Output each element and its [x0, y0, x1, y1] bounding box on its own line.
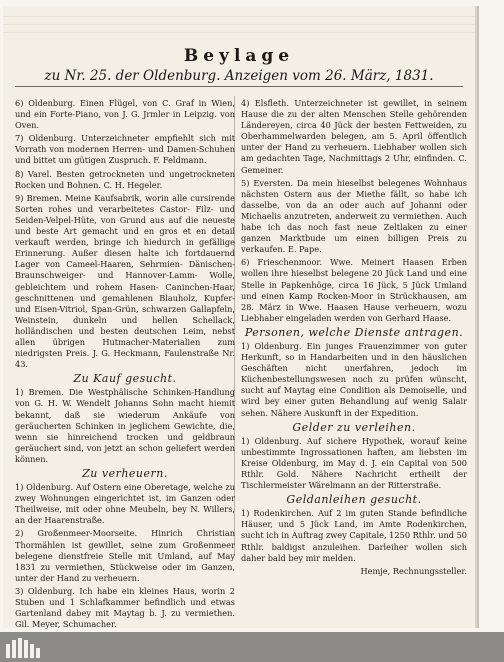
section-heading: Gelder zu verleihen.: [292, 420, 416, 434]
left-column: [15, 98, 235, 632]
list-item: 1) Bremen. Die Westphälische Schinken-Handlung von G. H. W. Wendelt Johanns Sohn macht hiemit bekannt, daß sie wiederum Ankäufe von geräucherten Schinken in jeglichem Gewichte, die, wenn sie hinreichend trocken und geldbraun geräuchert sind, von jetzt an schon geliefert werden können.: [15, 387, 235, 464]
section-heading: Zu verheuern.: [82, 467, 168, 480]
list-item: 5) Eversten. Da mein hieselbst belegenes Wohnhaus nächsten Ostern aus der Miethe fällt, so habe ich dasselbe, von da an oder auch auf Johanni oder Michaelis anzutreten, anderweit zu vermiethen. Auch habe ich das noch fast neue Zeltlaken zu einer ganzen Marktbude um einen billigen Preis zu verkaufen. E. Pape.: [241, 177, 467, 255]
list-item: 1) Rodenkirchen. Auf 2 im guten Stande befindliche Häuser, und 5 Jück Land, im Amte Rodenkirchen, sucht ich in Auftrag zwey Capitale, 1250 Rthlr. und 50 Rthlr. baldigst anzuleihen. Darleiher wollen sich daher bald bey mir melden.: [241, 508, 467, 563]
newspaper-page: [3, 6, 475, 628]
list-item: 6) Oldenburg. Einen Flügel, von C. Graf in Wien, und ein Forte-Piano, von J. G. Jrmler in Leipzig. von Oven.: [15, 98, 235, 131]
bleed-through-line: [3, 16, 475, 17]
list-item: 8) Varel. Besten getrockneten und ungetrockneten Rocken und Bohnen. C. H. Hegeler.: [15, 168, 235, 190]
section-heading: Zu Kauf gesucht.: [73, 372, 177, 386]
list-item: 1) Oldenburg. Auf sichere Hypothek, worauf keine unbestimmte Ingrossationen haften, am liebsten im Kreise Oldenburg, im May d. J. ein Capital von 500 Rthlr. Gold. Nähere Nachricht ertheilt der Tischlermeister Wärelmann an der Ritterstraße.: [241, 435, 467, 491]
signature: Hemje, Rechnungssteller.: [360, 565, 467, 576]
section-heading: Geldanleihen gesucht.: [286, 493, 422, 507]
page-subtitle: zu Nr. 25. der Oldenburg. Anzeigen vom 26. März, 1831.: [44, 68, 434, 84]
list-item: 6) Frieschenmoor. Wwe. Meinert Haasen Erben wollen ihre hieselbst belegene 20 Jück Land und eine Stelle in Papkenhöge, circa 16 Jück, 5 Jück Umland und einen Kamp Rocken-Moor in Strückhausen, am 28. März in Wwe. Haasen Hause verheuern, wozu Liebhaber eingeladen werden von Gerhard Haase.: [241, 257, 467, 323]
bleed-through-line: [3, 32, 475, 33]
page-title: Beylage: [183, 46, 295, 66]
bleed-through-line: [3, 24, 475, 25]
header-rule: [15, 86, 463, 87]
viewer-footer-bar: [0, 632, 504, 662]
list-item: 9) Bremen. Meine Kaufsabrik, worin alle cursirende Sorten rohes und verarbeitetes Castor- Filz- und Seiden-Velpel-Hüte, von Grund aus auf die neueste und beste Art gemacht und en gros et en detail verkauft werden, bringe ich hiedurch in gefällige Erinnerung. Außer diesen halte ich fortdauernd Lager von Cameel-Haaren, Sehrmien- Dänischen- Braunschweiger- und Hannover-Lamm- Wolle, gebleichtem und rohem Hasen- Caninchen-Haar, geschnittenen und gemahlenen Blauholz, Kupfer- und Eisen-Vitriol, Span-Grün, schwarzen Gallapfeln, Weinstein, dunkeln und hellen Schellack, holländischen und besten deutschen Leim, nebst allen übrigen Hutmacher-Materialien zum niedrigsten Preis. J. G. Heckmann, Faulenstraße Nr. 43.: [15, 192, 235, 370]
list-item: 1) Oldenburg. Auf Ostern eine Oberetage, welche zu zwey Wohnungen eingerichtet ist, im Ganzen oder Theilweise, mit oder ohne Meubeln, bey N. Willers, an der Haarenstraße.: [15, 482, 235, 526]
list-item: 7) Oldenburg. Unterzeichneter empfiehlt sich mit Vorrath von modernen Herren- und Damen-Schuhen und bittet um gütigen Zuspruch. F. Feldmann.: [15, 133, 235, 166]
section-heading: Personen, welche Dienste antragen.: [244, 325, 464, 339]
list-item: 4) Elsfleth. Unterzeichneter ist gewillet, in seinem Hause die zu der alten Menschen Stelle gehörenden Ländereyen, circa 40 Jück der besten Fettweiden, zu Oberhammelwarden belegen, am 5. April öffentlich unter der Hand zu verheuern. Liebhaber wollen sich am gedachten Tage, Nachmittags 2 Uhr, einfinden. C. Gemeiner.: [241, 98, 467, 175]
right-column: [241, 98, 467, 579]
library-logo-icon: [6, 636, 46, 658]
list-item: 3) Oldenburg. Ich habe ein kleines Haus, worin 2 Stuben und 1 Schlafkammer befindlich und etwas Gartenland dabey mit Maytag b. J. zu vermiethen. Gil. Meyer, Schumacher.: [15, 585, 235, 630]
list-item: 2) Großenmeer-Moorseite. Hinrich Christian Thormählen ist gewillet, seine zum Großenmeer belegene dienstfreie Stelle mit Umland, auf May 1831 zu vermiethen, Stückweise oder im Ganzen, unter der Hand zu verheuern.: [15, 528, 235, 583]
list-item: 1) Oldenburg. Ein junges Frauenzimmer von guter Herkunft, so in Handarbeiten und in den häuslichen Geschäften nicht unerfahren, jedoch im Küchenbestellungswesen noch zu prüfen wünscht, sucht auf Maytag eine Condition als Demoiselle, und wird bey einer guten Behandlung auf wenig Salair sehen. Nähere Auskunft in der Expedition.: [241, 340, 467, 418]
